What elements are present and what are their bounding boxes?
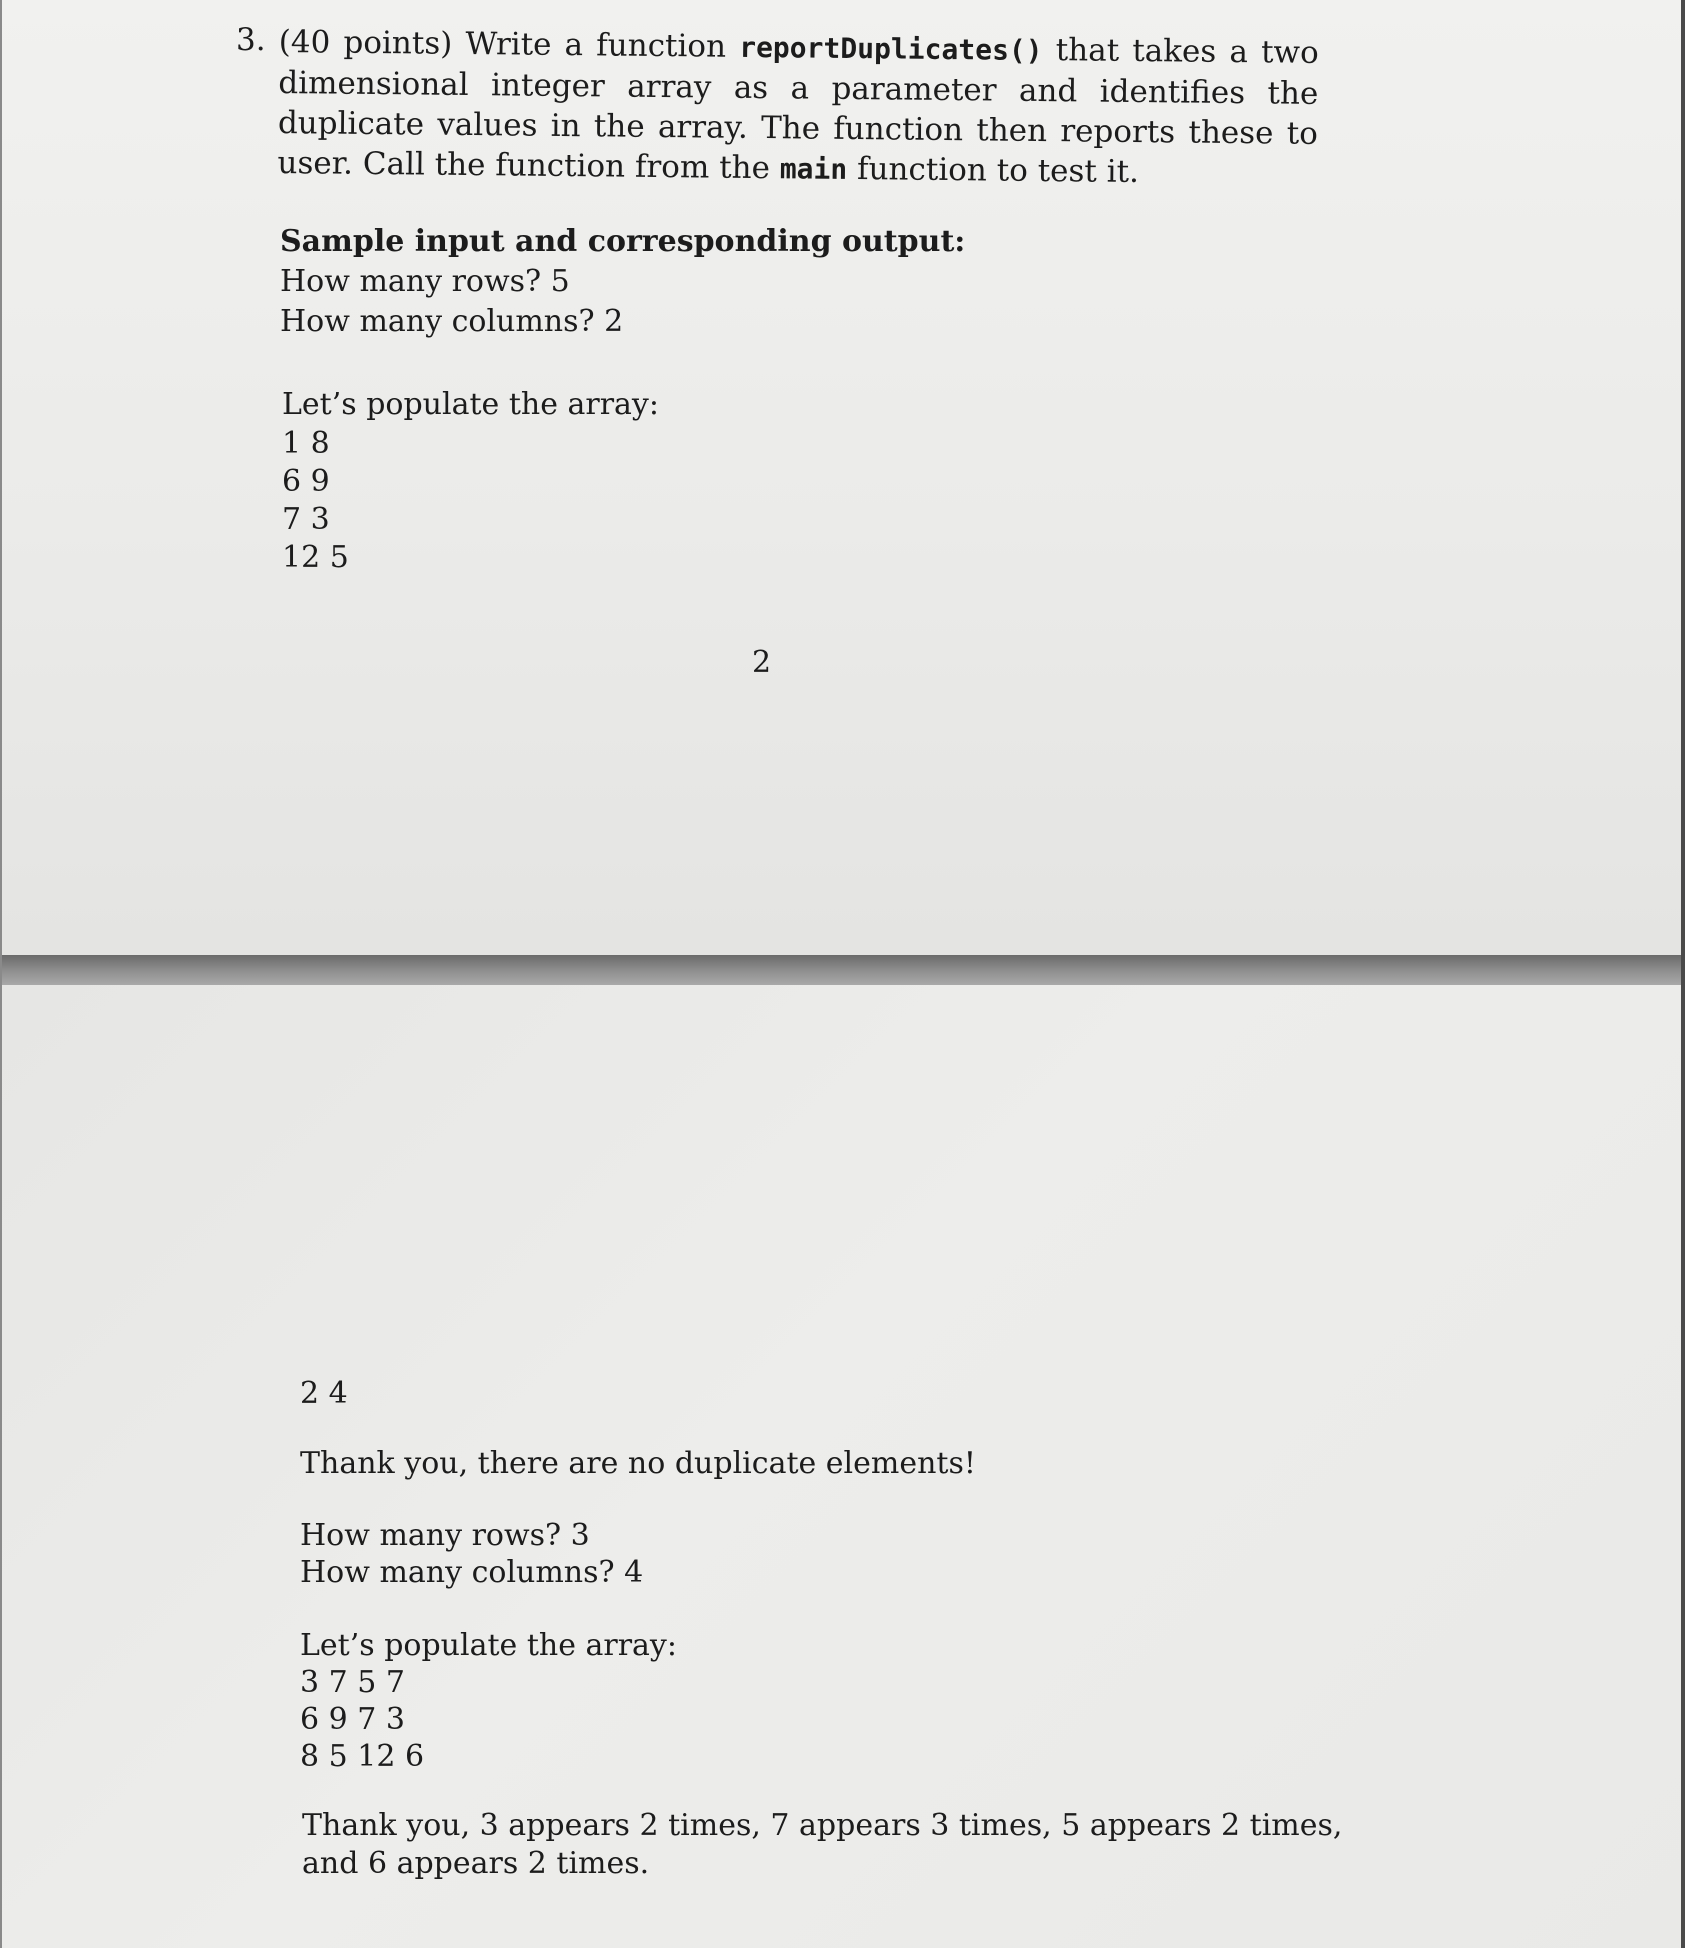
sample-section-page1 — [280, 222, 965, 342]
result-no-duplicates: Thank you, there are no duplicate elements! — [300, 1446, 976, 1481]
array-row: 6 9 7 3 — [300, 1702, 405, 1737]
cols-prompt-example1: How many columns? 2 — [280, 304, 624, 339]
populate-prompt-example1: Let’s populate the array: — [282, 387, 659, 422]
array-row: 3 7 5 7 — [300, 1665, 405, 1700]
rows-prompt-example1: How many rows? 5 — [280, 264, 570, 299]
array-row: 12 5 — [282, 540, 349, 575]
array-row: 8 5 12 6 — [300, 1739, 425, 1774]
populate-prompt-example2: Let’s populate the array: — [300, 1628, 677, 1663]
array-row: 6 9 — [282, 464, 330, 499]
array-row: 1 8 — [282, 426, 330, 461]
array-input-example2 — [300, 1627, 677, 1775]
prompts-example2 — [300, 1517, 643, 1591]
question-text-before: Write a function — [465, 25, 727, 65]
page-divider — [0, 955, 1685, 985]
array-row: 7 3 — [282, 502, 330, 537]
rows-prompt-example2: How many rows? 3 — [300, 1518, 590, 1553]
right-page-edge — [1681, 0, 1685, 1948]
main-keyword: main — [779, 152, 848, 186]
sample-heading: Sample input and corresponding output: — [280, 224, 966, 259]
problem-statement — [277, 22, 1319, 195]
array-input-example1-page2 — [300, 1374, 348, 1414]
question-text-after: that takes a two dimensional integer array as a parameter and identifies the duplicate values in the array. The function then reports these to user. Call the function from the — [277, 32, 1319, 187]
result-duplicates-line1: Thank you, 3 appears 2 times, 7 appears 3 times, 5 appears 2 times, — [302, 1808, 1343, 1843]
left-page-edge — [0, 0, 2, 1948]
question-text-end: function to test it. — [856, 151, 1140, 191]
page-number: 2 — [752, 645, 772, 680]
result-example2 — [302, 1807, 1342, 1883]
question-number: 3. — [236, 22, 266, 58]
result-duplicates-line2: and 6 appears 2 times. — [302, 1846, 650, 1881]
array-input-example1-page1 — [282, 385, 659, 577]
function-name: reportDuplicates() — [739, 30, 1043, 67]
cols-prompt-example2: How many columns? 4 — [300, 1555, 644, 1590]
question-points: (40 points) — [278, 23, 453, 62]
array-row: 2 4 — [300, 1376, 348, 1411]
result-example1 — [300, 1444, 976, 1484]
